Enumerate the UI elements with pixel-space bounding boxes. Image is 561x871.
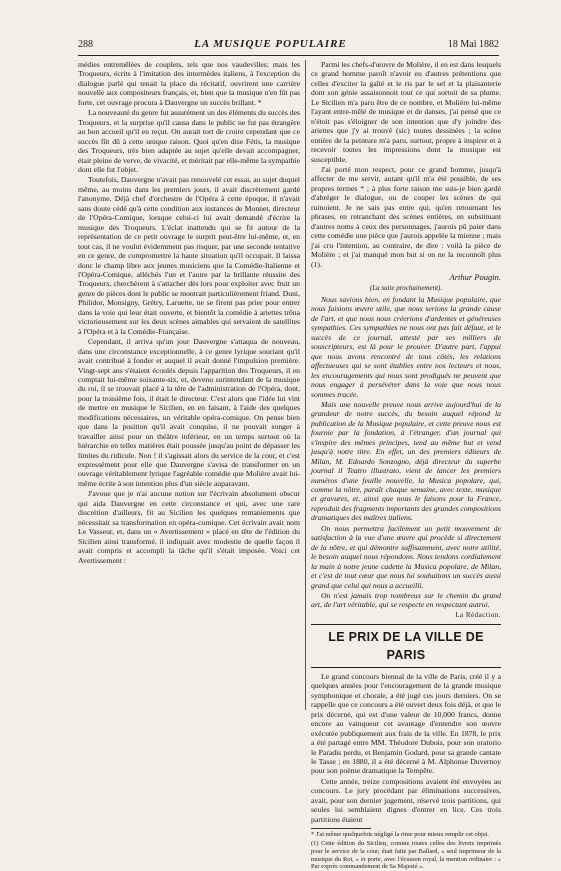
- author-signature: Arthur Pougin.: [449, 271, 501, 282]
- article-heading: [311, 624, 501, 668]
- left-paragraph: médies entremêlées de couplets, tels que nos vaudevilles; mais les Troqueurs, écrits à l'imitation des intermèdes italiens, à l'exception du dialogue parlé qui tenait la place du récitatif, ouvrirent une carrière nouvelle aux compositeurs français, et, bien que la musique n'en fût pas forte, cet ouvrage procura à Dauvergne un succès brillant. *: [78, 60, 300, 107]
- left-paragraph: La nouveauté du genre fut assurément un des éléments du succès des Troqueurs, et la surprise qu'il causa dans le public ne fut pas étrangère au bon accueil qu'il en reçut. On aurait tort de croire cependant que ce succès fût dû à cette unique raison. Quoi qu'en dise Fétis, la musique des Troqueurs, très bien adaptée au sujet qu'elle devait accompagner, était pleine de verve, de vivacité, et méritait par elle-même la sympathie dont elle fut l'objet.: [78, 108, 300, 174]
- quote-paragraph: Parmi les chefs-d'œuvre de Molière, il en est dans lesquels ce grand homme paroît n'avoir eu d'autres prétentions que celles d'exciter la gaîté et le ris par le sel et la plaisanterie dont son génie assaisonnoit tout ce qui sortoit de sa plume. Le Sicilien m'a paru être de ce nombre, et Molière lui-même l'ayant entre-mêlé de musique et de danses, j'ai pensé que ce n'étoit pas s'éloigner de son intention que d'y joindre des ariettes que j'y ai trouvé (sic) toutes dessinées ; la scène entière de la peinture m'a paru, surtout, propre à inspirer et à recevoir toutes les impressions dont la musique est susceptible.: [311, 60, 501, 164]
- editorial-block: [311, 295, 501, 610]
- page-number: 288: [78, 39, 93, 50]
- editorial-paragraph: On n'est jamais trop nombreux sur le chemin du grand art, de l'art véritable, qui se respecte en respectant autrui.: [311, 591, 501, 610]
- quote-paragraph: J'ai porté mon respect, pour ce grand homme, jusqu'à affecter de me servir, autant qu'il m'a été possible, de ses propres termes * ; à plus forte raison me suis-je bien gardé d'abréger le dialogue, ou de couper les scènes de qui ruinoient. Je ne sais pas entre qui, qu'en retournant les phrases, en retranchant des scènes entières, en substituant d'autres noms à ceux des personnages, j'aurois pû paier dans cette comédie une pièce que j'aurois appelée la mienne ; mais j'ai cru l'intention, au contraire, de dire : voilà la pièce de Molière ; et j'ai manqué mon but si on ne la reconnoît plus (1).: [311, 164, 501, 269]
- issue-date: 18 Mai 1882: [447, 39, 499, 50]
- header-rule: [78, 55, 499, 56]
- left-column: [78, 60, 300, 706]
- column-separator: [305, 60, 306, 710]
- page-header: [78, 38, 499, 52]
- redaction-signature: La Rédaction.: [455, 610, 501, 619]
- left-paragraph: Cependant, il arriva qu'un jour Dauvergne s'attaqua de nouveau, dans une circonstance exceptionnelle, à ce genre lyrique souriant qu'il avait contribué à fonder et auquel il avait donné l'impulsion première. Vingt-sept ans s'étaient écoulés depuis l'apparition des Troqueurs, il en comptait lui-même soixante-six, et, devenu surintendant de la musique du roi, il se trouvait placé à la tête de l'administration de l'Opéra, dont, pour la troisième fois, il était le directeur. C'est alors que l'idée lui vint de mettre en musique le Sicilien, en en faisant, à l'aide des quelques modifications nécessaires, un véritable opéra-comique. On pense bien que dans la position qu'il avait conquise, il ne pouvait songer à travailler ainsi pour un théâtre inférieur, en un temps surtout où la hiérarchie en telles matières était poussée jusqu'au point de dépasser les limites du ridicule. Non ! il s'agissait alors du service de la cour, et c'est expressément pour elle que Dauvergne s'avisa de transformer en un ouvrage véritablement lyrique l'agréable comédie que Molière avait lui-même écrite à son intention plus d'un siècle auparavant.: [78, 337, 300, 488]
- footnote-rule: [311, 828, 371, 829]
- left-paragraph: Toutefois, Dauvergne n'avait pas renouvelé cet essai, au sujet duquel même, au moins dans les premiers jours, il avait discrètement gardé l'anonyme. Déjà chef d'orchestre de l'Opéra à cette époque, il n'avait sans doute cédé qu'à cette condition aux instances de Monnet, directeur de l'Opéra-Comique, lorsque celui-ci lui avait demandé d'écrire la musique des Troqueurs. L'éclat inattendu qui se fit autour de la représentation de ce petit ouvrage le surprit peut-être lui-même, et, en tout cas, il ne voulut évidemment pas risquer, par une seconde tentative en ce genre, de compromettre la haute situation qu'il occupait. Il laissa donc le champ libre aux jeunes musiciens que la Comédie-Italienne et l'Opéra-Comique, alléchés l'un et l'autre par la brillante réussite des Troqueurs, cherchèrent à s'attacher dès lors pour exploiter avec fruit un genre de pièces dont le public se montrait particulièrement friand. Duni, Philidor, Monsigny, Grétry, Laruette, ne se firent pas prier pour entrer dans la voie qui leur était ouverte, et bientôt la comédie à ariettes trôna victorieusement sur les deux scènes aimables qui servaient de satellites à l'Opéra et à la Comédie-Française.: [78, 175, 300, 336]
- article-paragraph: Cette année, treize compositions avaient été envoyées au concours. Le jury procédant par éliminations successives, avait, pour son dernier jugement, réservé trois partitions, qui seules lui semblaient dignes d'entrer en lice. Ces trois partitions étaient: [311, 776, 501, 824]
- article-paragraph: Le grand concours biennal de la ville de Paris, créé il y a quelques années pour l'encouragement de la grande musique symphonique et chorale, a été jugé ces jours derniers. On se rappelle que ce concours a été ouvert deux fois déjà, et que le prix décerné, qui est d'une valeur de 10,000 francs, donne encore au vainqueur cet avantage d'entendre son œuvre exécutée publiquement aux frais de la ville. En 1878, le prix a été partagé entre MM. Théodore Dubois, pour son oratorio le Paradis perdu, et Benjamin Godard, pour sa grande cantate le Tasse ; en 1880, il a été décerné à M. Alphonse Duvernoy pour son poème dramatique la Tempête.: [311, 671, 501, 776]
- editorial-paragraph: Nous savions bien, en fondant la Musique populaire, que nous faisions œuvre utile, que nous serions la grande cause de l'art, et que nous nous créerions d'ardentes et généreuses sympathies. Ces sympathies ne nous ont pas fait défaut, et le succès de ce journal, attesté par ses milliers de souscripteurs, est là pour le prouver. D'autre part, l'appui que nous avons rencontré de tous côtés, les relations affectueuses qui se sont établies entre nos lecteurs et nous, les encouragements qui nous sont prodigués ne peuvent que nous engager à persévérer dans la voie que nous nous sommes tracée.: [311, 294, 501, 399]
- article-title: LE PRIX DE LA VILLE DE PARIS: [328, 629, 484, 662]
- right-column: [311, 60, 501, 871]
- left-paragraph: J'avoue que je n'ai aucune notion sur l'écrivain absolument obscur qui aida Dauvergne en cette circonstance et qui, avec une rare discrétion d'ailleurs, fit au Sicilien les quelques remaniements que nécessitait sa transformation en opéra-comique. Cet écrivain avait nom Le Vasseur, et, dans un « Avertissement » placé en tête de l'édition du Sicilien ainsi transformé, il indiquait avec modestie de quelle façon il avait compris et accompli la tâche qu'il s'était imposée. Voici cet Avertissement :: [78, 489, 300, 565]
- editorial-paragraph: Mais une nouvelle preuve nous arrive aujourd'hui de la grandeur de notre succès, du besoin auquel répond la publication de la Musique populaire, et cette preuve nous est fournie par la fondation, à l'étranger, d'un journal qui s'inspire des mêmes principes, tend au même but et vend jusqu'à notre titre. En effet, un des premiers éditeurs de Milan, M. Edoardo Sonzogno, déjà directeur du superbe journal il Teatro illustrato, vient de lancer les premiers numéros d'une feuille nouvelle, la Musica popolare, qui, comme la nôtre, paraît chaque semaine, avec texte, musique et gravures, et, ainsi que nous le faisons pour la France, reproduit des fragments importants des grandes compositions dramatiques des maîtres italiens.: [311, 399, 501, 523]
- publication-title: LA MUSIQUE POPULAIRE: [194, 38, 347, 50]
- continuation-note: (La suite prochainement).: [369, 283, 443, 292]
- footnotes: [311, 831, 501, 871]
- footnote: (1) Cette édition du Sicilien, comme toutes celles des livrets imprimés pour le service de la cour, était faite par Ballard, « seul imprimeur de la musique du Roi, » et porte, avec l'écusson royal, la mention ordinaire : « Par exprès commandement de Sa Majesté ».: [311, 839, 501, 871]
- footnote: * J'ai même quelquefois négligé la rime pour mieux remplir cet objet.: [311, 831, 489, 839]
- editorial-paragraph: On nous permettra facilement un petit mouvement de satisfaction à la vue d'une œuvre qui procède si directement de la nôtre, et qui démontre suffisamment, avec notre utilité, le besoin auquel nous répondons. Nous tendons cordialement la main à notre jeune cadette la Musica popolare, de Milan, et c'est de tout cœur que nous lui souhaitons un succès aussi grand que celui qui nous a accueilli.: [311, 523, 501, 590]
